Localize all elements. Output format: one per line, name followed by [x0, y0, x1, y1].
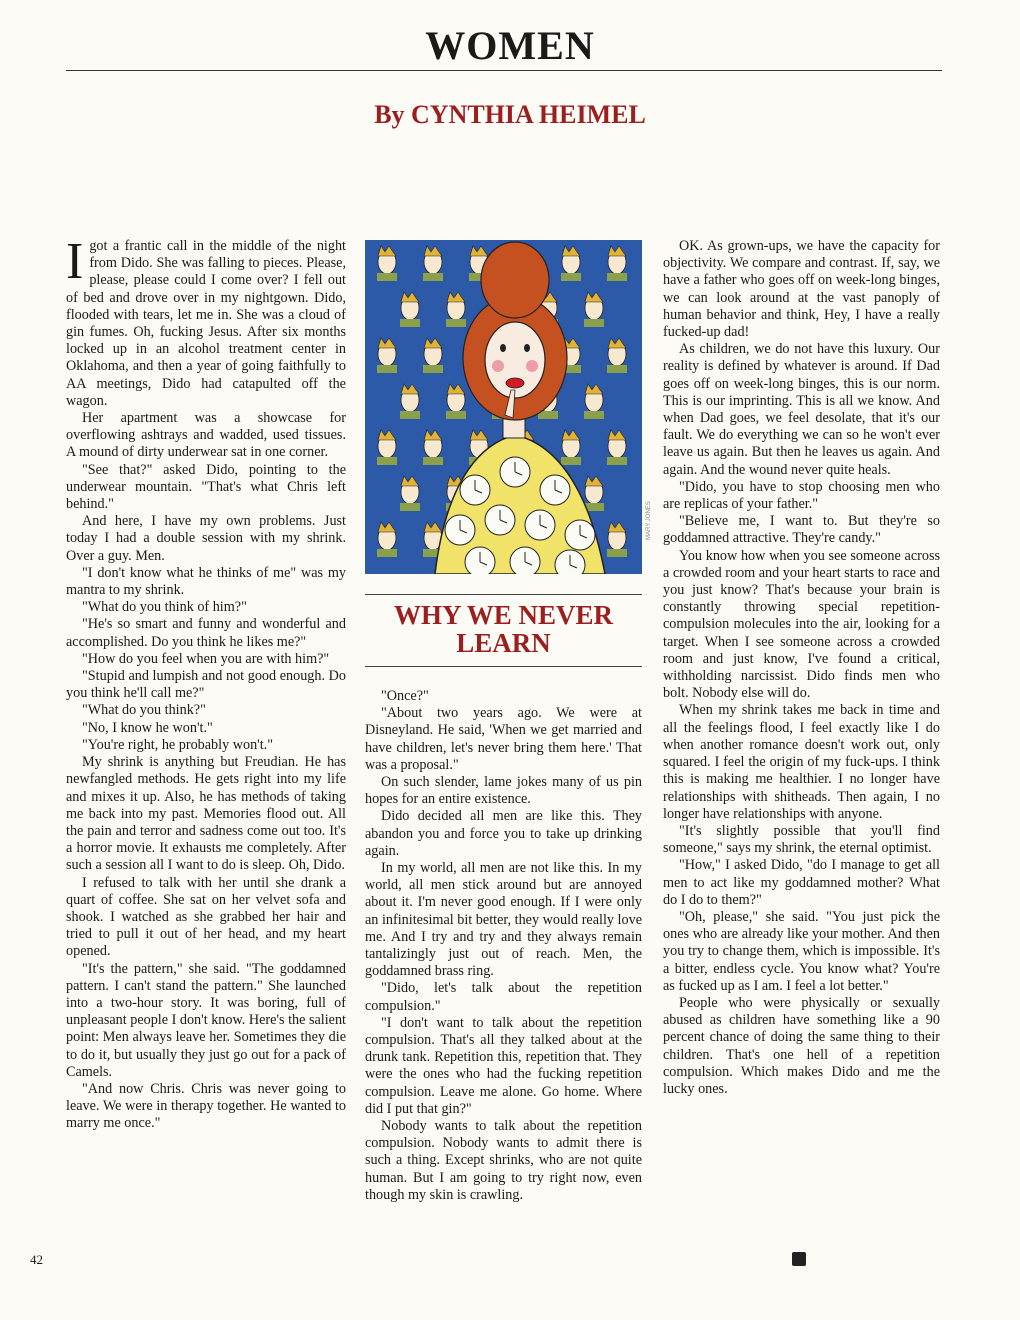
pattern-shirt — [377, 457, 397, 465]
paragraph: "Dido, you have to stop choosing men who are replicas of your father." — [663, 478, 940, 513]
pattern-shirt — [584, 411, 604, 419]
illustration-woman-clocks — [365, 240, 642, 574]
subhead: WHY WE NEVER LEARN — [393, 600, 614, 658]
left-eye — [500, 344, 506, 352]
left-cheek — [492, 360, 504, 372]
article-column-2 — [365, 688, 642, 1204]
pattern-shirt — [607, 457, 627, 465]
paragraph: "I don't know what he thinks of me" was my mantra to my shrink. — [66, 564, 346, 599]
paragraph: "About two years ago. We were at Disneyland. He said, 'When we get married and have children, let's never bring them here.' That was a proposal." — [365, 705, 642, 773]
paragraph: On such slender, lame jokes many of us pin hopes for an entire existence. — [365, 774, 642, 808]
paragraph: And here, I have my own problems. Just today I had a double session with my shrink. Over a guy. Men. — [66, 513, 346, 564]
paragraph: Dido decided all men are like this. They abandon you and force you to take up drinking again. — [365, 808, 642, 859]
pattern-shirt — [607, 365, 627, 373]
paragraph: "No, I know he won't." — [82, 719, 213, 736]
paragraph: "What do you think of him?" — [82, 599, 247, 616]
right-eye — [524, 344, 530, 352]
paragraph: You know how when you see someone across a crowded room and your heart starts to race and you just know? That's because your brain is constantly throwing special repetition-compulsion molecules into the air, looking for a target. When I see someone across a crowded room and just know, I've found a critical, withholding narcissist. Dido finds men who bolt. Nobody else will do. — [663, 547, 940, 702]
paragraph: In my world, all men are not like this. In my world, all men stick around but are annoyed about it. I'm never good enough. If I were only an infinitesimal bit better, they would really love me. And I try and try and they always remain tantalizingly just out of reach. Men, the goddamned brass ring. — [365, 860, 642, 980]
paragraph: "You're right, he probably won't." — [82, 736, 274, 753]
pattern-shirt — [423, 457, 443, 465]
section-title: WOMEN — [425, 23, 595, 68]
pattern-shirt — [561, 457, 581, 465]
pattern-shirt — [446, 319, 466, 327]
paragraph: "And now Chris. Chris was never going to leave. We were in therapy together. He wanted to marry me once." — [66, 1080, 346, 1132]
paragraph: "What do you think?" — [82, 702, 206, 719]
paragraph: OK. As grown-ups, we have the capacity for objectivity. We compare and contrast. If, say, we have a father who goes off on week-long binges, we can look around at the vast panoply of human behavior and think, Hey, I have a really fucked-up dad! — [663, 238, 940, 341]
mouth — [506, 378, 524, 388]
article-column-3 — [663, 238, 940, 1098]
paragraph: As children, we do not have this luxury. Our reality is defined by whatever is around. If Dad goes off on week-long binges, this is our norm. This is our imprinting. This is all we know. And when Dad goes, we feel desolate, that it's our fault. We do everything we can so he won't ever leave us again. But then he leaves us again. And again. And the wound never quite heals. — [663, 341, 940, 478]
paragraph: "It's the pattern," she said. "The goddamned pattern. I can't stand the pattern." She launched into a two-hour story. It was boring, full of unpleasant people I don't know. Here's the salient point: Men always leave her. Sometimes they die to do it, but usually they just go out for a pack of Camels. — [66, 960, 346, 1080]
paragraph: People who were physically or sexually abused as children have something like a 90 percent chance of doing the same thing to their children. That's one hell of a repetition compulsion. Which makes Dido and me the lucky ones. — [663, 994, 940, 1097]
paragraph: "He's so smart and funny and wonderful and accomplished. Do you think he likes me?" — [66, 616, 346, 650]
subhead-rule-top — [365, 594, 642, 595]
paragraph: Nobody wants to talk about the repetition compulsion. Nobody wants to admit there is such a thing. Except shrinks, who are not quite human. But I am going to try right now, even though my skin is crawling. — [365, 1118, 642, 1203]
paragraph: "It's slightly possible that you'll find someone," says my shrink, the eternal optimist. — [663, 822, 940, 857]
pattern-shirt — [607, 549, 627, 557]
title-rule — [66, 70, 942, 71]
pattern-shirt — [423, 365, 443, 373]
paragraph: "Dido, let's talk about the repetition compulsion." — [365, 980, 642, 1014]
paragraph: "Once?" — [381, 688, 429, 704]
byline: By CYNTHIA HEIMEL — [374, 100, 646, 129]
paragraph: "Stupid and lumpish and not good enough. Do you think he'll call me?" — [66, 668, 346, 702]
paragraph: "How," I asked Dido, "do I manage to get all men to act like my goddamned mother? What do I do to them?" — [663, 857, 940, 908]
pattern-shirt — [607, 273, 627, 281]
paragraph: Her apartment was a showcase for overflowing ashtrays and wadded, used tissues. A mound of dirty underwear sat in one corner. — [66, 410, 346, 461]
pattern-shirt — [584, 319, 604, 327]
pattern-shirt — [377, 273, 397, 281]
pattern-shirt — [400, 503, 420, 511]
pattern-shirt — [377, 549, 397, 557]
pattern-shirt — [446, 411, 466, 419]
end-mark-icon — [792, 1252, 806, 1266]
pattern-shirt — [400, 319, 420, 327]
paragraph: My shrink is anything but Freudian. He has newfangled methods. He gets right into my life and mixes it up. Also, he has methods of taking me back into my past. Memories flood out. All the pain and terror and sadness come out too. It's a horror movie. It exhausts me completely. After such a session all I want to do is sleep. Oh, Dido. — [66, 754, 346, 874]
pattern-shirt — [561, 273, 581, 281]
paragraph: "How do you feel when you are with him?" — [82, 650, 330, 667]
page-number: 42 — [30, 1252, 43, 1267]
paragraph: "I don't want to talk about the repetition compulsion. That's all they talked about at the drunk tank. Repetition this, repetition that. They were the ones who had the fucking repetition compulsion. Leave me alone. Go home. Where did I put that gin?" — [365, 1014, 642, 1117]
paragraph: I refused to talk with her until she drank a quart of coffee. She sat on her velvet sofa and shook. I watched as she grabbed her hair and tried to pull it out of her head, and my heart opened. — [66, 874, 346, 960]
subhead-rule-bottom — [365, 666, 642, 667]
pattern-shirt — [423, 273, 443, 281]
paragraph: "Oh, please," she said. "You just pick the ones who are already like your mother. And then you try to change them, which is impossible. It's a bitter, endless cycle. You know what? You're as fucked up as I am. I feel a lot better." — [663, 908, 940, 994]
right-cheek — [526, 360, 538, 372]
drop-cap: I — [66, 233, 84, 290]
hair-bun — [481, 242, 549, 318]
pattern-shirt — [400, 411, 420, 419]
illustration-credit: MARY JONES — [646, 501, 652, 540]
paragraph: "See that?" asked Dido, pointing to the underwear mountain. "That's what Chris left behind." — [66, 461, 346, 513]
paragraph: When my shrink takes me back in time and all the feelings flood, I feel exactly like I do when another romance doesn't work out, only squared. I feel the origin of my fuck-ups. I think this is making me healthier. I no longer have relationships with shitheads. Then again, I no longer have relationships with anyone. — [663, 702, 940, 822]
paragraph: "Believe me, I want to. But they're so goddamned attractive. They're candy." — [663, 513, 940, 547]
pattern-shirt — [377, 365, 397, 373]
paragraph: I got a frantic call in the middle of the night from Dido. She was falling to pieces. Please, please, please could I come over? I fell out of bed and drove over in my nightgown. Dido, flooded with tears, let me in. She was a cloud of gin fumes. Oh, fucking Jesus. After six months locked up in an alcohol treatment center in Oklahoma, and then a year of going faithfully to AA meetings, Dido had catapulted off the wagon. — [66, 233, 346, 409]
article-column-1 — [66, 233, 346, 1133]
